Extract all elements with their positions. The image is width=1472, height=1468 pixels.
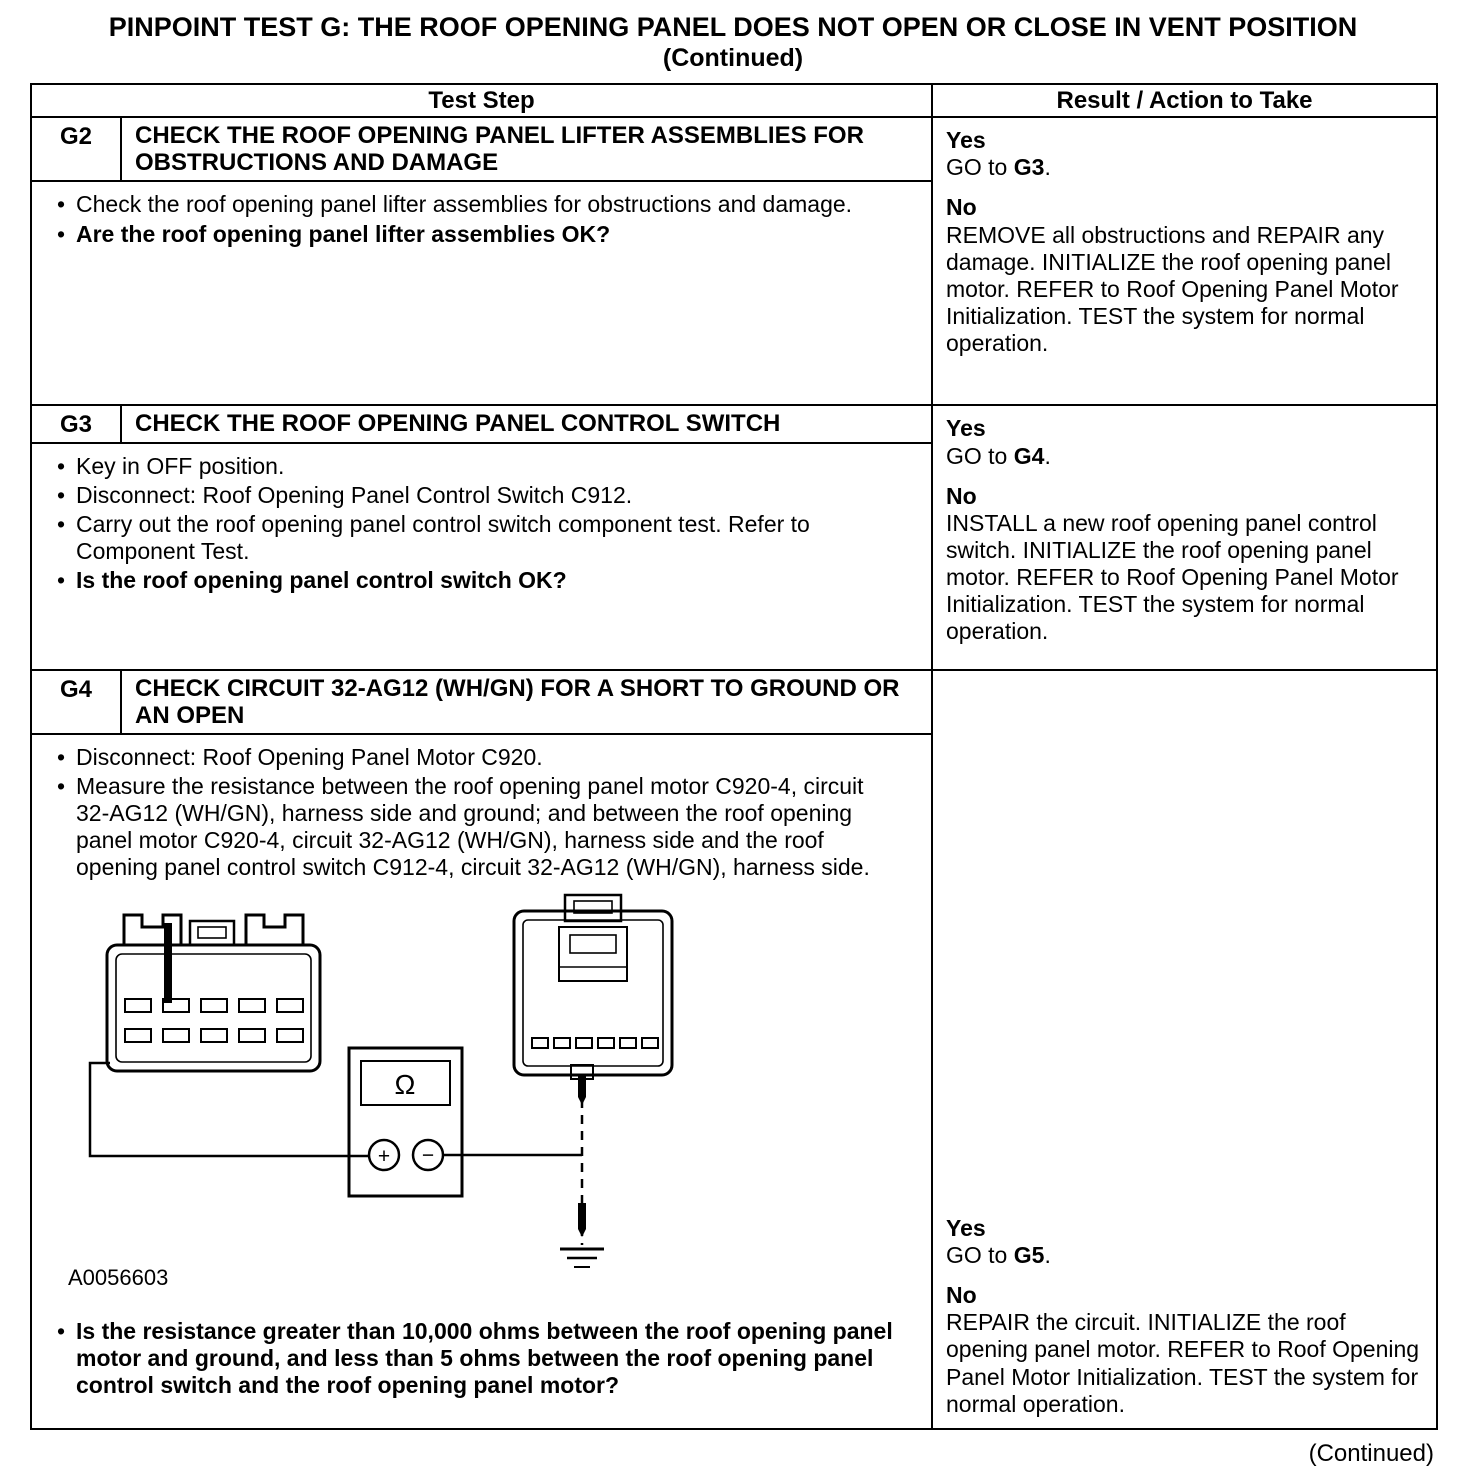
bullet-marker: • (56, 567, 66, 594)
question-wrap (46, 1318, 923, 1399)
bullet-marker: • (56, 452, 66, 479)
no-label: No (946, 482, 977, 509)
bullet-item (46, 1318, 923, 1399)
plus-sign: + (377, 1145, 391, 1169)
step-g3-title-row (31, 405, 1437, 442)
bullet-text: Are the roof opening panel lifter assemblies OK? (76, 220, 611, 247)
bullet-item (46, 482, 923, 509)
bullet-text: Check the roof opening panel lifter assemblies for obstructions and damage. (76, 191, 853, 218)
step-id: G3 (31, 405, 121, 442)
no-label: No (946, 1282, 977, 1309)
yes-action-text: GO to (946, 442, 1014, 469)
step-g4-title-row (31, 670, 1437, 734)
yes-action-period: . (1044, 154, 1051, 181)
yes-action-period: . (1044, 1242, 1051, 1269)
step-g2-title-row (31, 117, 1437, 181)
step-body (31, 443, 932, 670)
step-title: CHECK CIRCUIT 32-AG12 (WH/GN) FOR A SHORT TO GROUND OR AN OPEN (121, 670, 932, 734)
probe-pin-bottom (578, 1203, 586, 1237)
result-column-header: Result / Action to Take (932, 84, 1437, 117)
step-body (31, 181, 932, 405)
bullet-text: Key in OFF position. (76, 452, 285, 479)
ohm-symbol: Ω (394, 1069, 416, 1101)
yes-action-text: GO to (946, 154, 1014, 181)
bullet-text: Is the roof opening panel control switch OK? (76, 567, 567, 594)
ohmmeter (349, 1048, 462, 1196)
positive-lead-wire (90, 1063, 369, 1156)
bullet-item (46, 191, 923, 218)
step-title: CHECK THE ROOF OPENING PANEL CONTROL SWITCH (121, 405, 932, 442)
bullet-marker: • (56, 743, 66, 770)
bullet-marker: • (56, 772, 66, 799)
step-body (31, 734, 932, 1429)
bullet-item (46, 511, 923, 565)
footer-continued: (Continued) (1308, 1439, 1434, 1467)
no-label: No (946, 194, 977, 221)
no-action: REPAIR the circuit. INITIALIZE the roof opening panel motor. REFER to Roof Opening Panel Motor Initialization. TEST the system for normal operation. (946, 1309, 1420, 1417)
page-title: PINPOINT TEST G: THE ROOF OPENING PANEL DOES NOT OPEN OR CLOSE IN VENT POSITION (108, 12, 1358, 42)
test-leads (90, 1063, 582, 1245)
bullet-text: Measure the resistance between the roof opening panel motor C920-4, circuit 32-AG12 (WH/GN), harness side and ground; and between the roof opening panel motor C920-4, circuit 32-AG12 (WH/GN), harness side and the roof opening panel control switch C912-4, circuit 32-AG12 (WH/GN), harness side. (76, 772, 870, 881)
result-cell (932, 670, 1437, 1429)
bullet-text: Disconnect: Roof Opening Panel Control Switch C912. (76, 481, 633, 508)
bullet-text: Disconnect: Roof Opening Panel Motor C920. (76, 743, 543, 770)
go-to-target: G3 (1013, 154, 1045, 181)
bullet-item (46, 773, 923, 882)
bullet-marker: • (56, 1317, 66, 1344)
wiring-diagram-figure (62, 893, 786, 1301)
test-step-column-header: Test Step (31, 84, 932, 117)
step-id: G2 (31, 117, 121, 181)
bullet-item (46, 221, 923, 248)
ground-symbol (560, 1249, 604, 1267)
go-to-target: G4 (1013, 442, 1045, 469)
table-header-row (31, 84, 1437, 117)
bullet-marker: • (56, 220, 66, 247)
yes-action-text: GO to (946, 1242, 1014, 1269)
yes-label: Yes (946, 1214, 986, 1241)
result-cell (932, 405, 1437, 669)
step-title: CHECK THE ROOF OPENING PANEL LIFTER ASSEMBLIES FOR OBSTRUCTIONS AND DAMAGE (121, 117, 932, 181)
yes-label: Yes (946, 415, 986, 442)
page-subtitle: (Continued) (662, 44, 804, 73)
yes-action (946, 1242, 1426, 1269)
yes-action (946, 154, 1426, 181)
switch-connector-c912 (107, 915, 320, 1071)
result-cell (932, 117, 1437, 405)
yes-action (946, 443, 1426, 470)
bullet-text: Carry out the roof opening panel control switch component test. Refer to Component Test. (76, 510, 810, 564)
question-text: Is the resistance greater than 10,000 ohms between the roof opening panel motor and ground, and less than 5 ohms between the roof opening panel control switch and the roof opening panel motor? (76, 1317, 893, 1398)
no-action: INSTALL a new roof opening panel control switch. INITIALIZE the roof opening panel motor. REFER to Roof Opening Panel Motor Initialization. TEST the system for normal operation. (946, 509, 1399, 645)
yes-action-period: . (1044, 442, 1051, 469)
bullet-item (46, 453, 923, 480)
probe-pin (164, 923, 172, 1003)
figure-label: A0056603 (68, 1265, 169, 1291)
bullet-marker: • (56, 510, 66, 537)
minus-sign: − (421, 1144, 435, 1168)
bullet-marker: • (56, 481, 66, 508)
bullet-item (46, 567, 923, 594)
motor-connector-c920 (514, 895, 672, 1079)
wiring-diagram (62, 893, 786, 1295)
no-action: REMOVE all obstructions and REPAIR any damage. INITIALIZE the roof opening panel motor. REFER to Roof Opening Panel Motor Initialization. TEST the system for normal operation. (946, 221, 1399, 357)
yes-label: Yes (946, 127, 986, 154)
go-to-target: G5 (1013, 1242, 1045, 1269)
bullet-marker: • (56, 191, 66, 218)
pinpoint-test-table (30, 83, 1438, 1430)
probe-pin-top (578, 1075, 586, 1105)
step-id: G4 (31, 670, 121, 734)
bullet-item (46, 744, 923, 771)
